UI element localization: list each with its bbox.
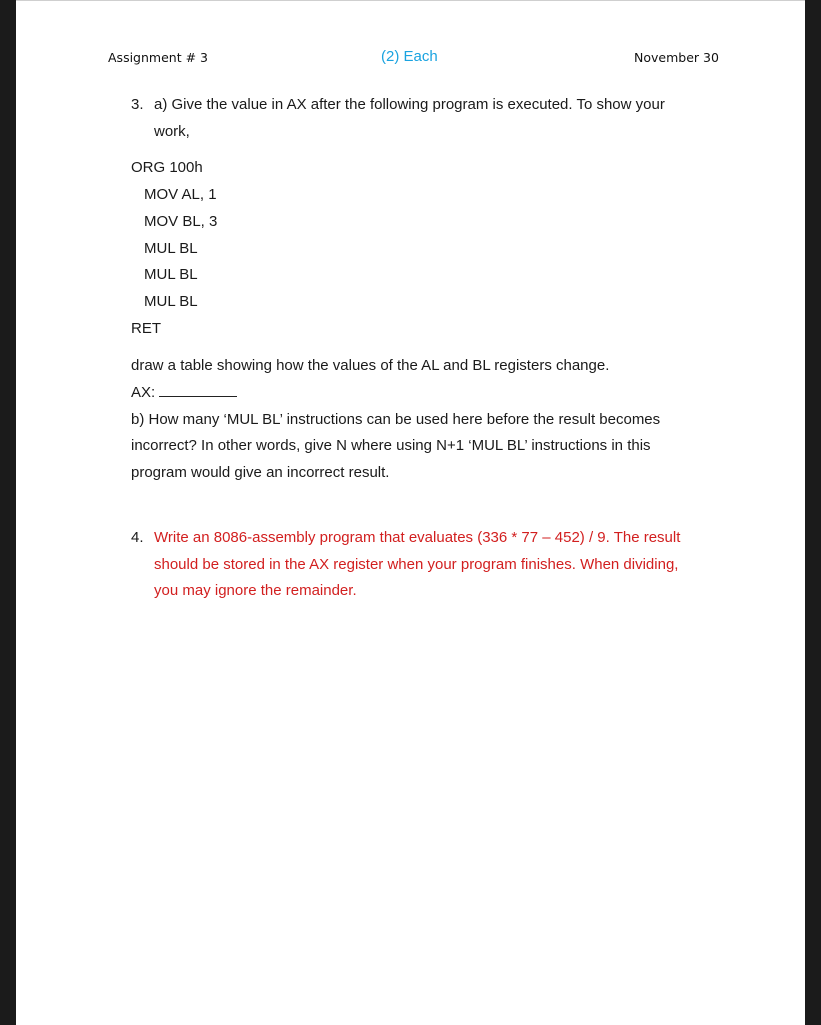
q3-ax-answer xyxy=(131,384,237,401)
code-line: MOV BL, 3 xyxy=(144,213,218,230)
q4-line-3: you may ignore the remainder. xyxy=(154,582,357,599)
code-line: MUL BL xyxy=(144,293,198,310)
code-org: ORG 100h xyxy=(131,159,203,176)
q4-line-1: Write an 8086-assembly program that evaluates (336 * 77 – 452) / 9. The result xyxy=(154,529,681,546)
document-page xyxy=(16,0,805,1025)
header-date: November 30 xyxy=(634,50,719,65)
q3b-line-2: incorrect? In other words, give N where using N+1 ‘MUL BL’ instructions in this xyxy=(131,437,651,454)
code-line: MUL BL xyxy=(144,240,198,257)
ax-label: AX: xyxy=(131,384,156,401)
q3-line-1: a) Give the value in AX after the following program is executed. To show your xyxy=(154,96,665,113)
code-line: MUL BL xyxy=(144,266,198,283)
code-ret: RET xyxy=(131,320,161,337)
code-line: MOV AL, 1 xyxy=(144,186,217,203)
q4-number: 4. xyxy=(131,529,144,546)
q3-line-2: work, xyxy=(154,123,190,140)
header-points: (2) Each xyxy=(381,48,438,65)
q3b-line-1: b) How many ‘MUL BL’ instructions can be used here before the result becomes xyxy=(131,411,661,428)
q3-table-instruction: draw a table showing how the values of the AL and BL registers change. xyxy=(131,357,610,374)
q3-number: 3. xyxy=(131,96,144,113)
header-assignment: Assignment # 3 xyxy=(108,50,208,65)
q3b-line-3: program would give an incorrect result. xyxy=(131,464,390,481)
q4-line-2: should be stored in the AX register when your program finishes. When dividing, xyxy=(154,556,679,573)
ax-answer-blank xyxy=(159,384,237,397)
